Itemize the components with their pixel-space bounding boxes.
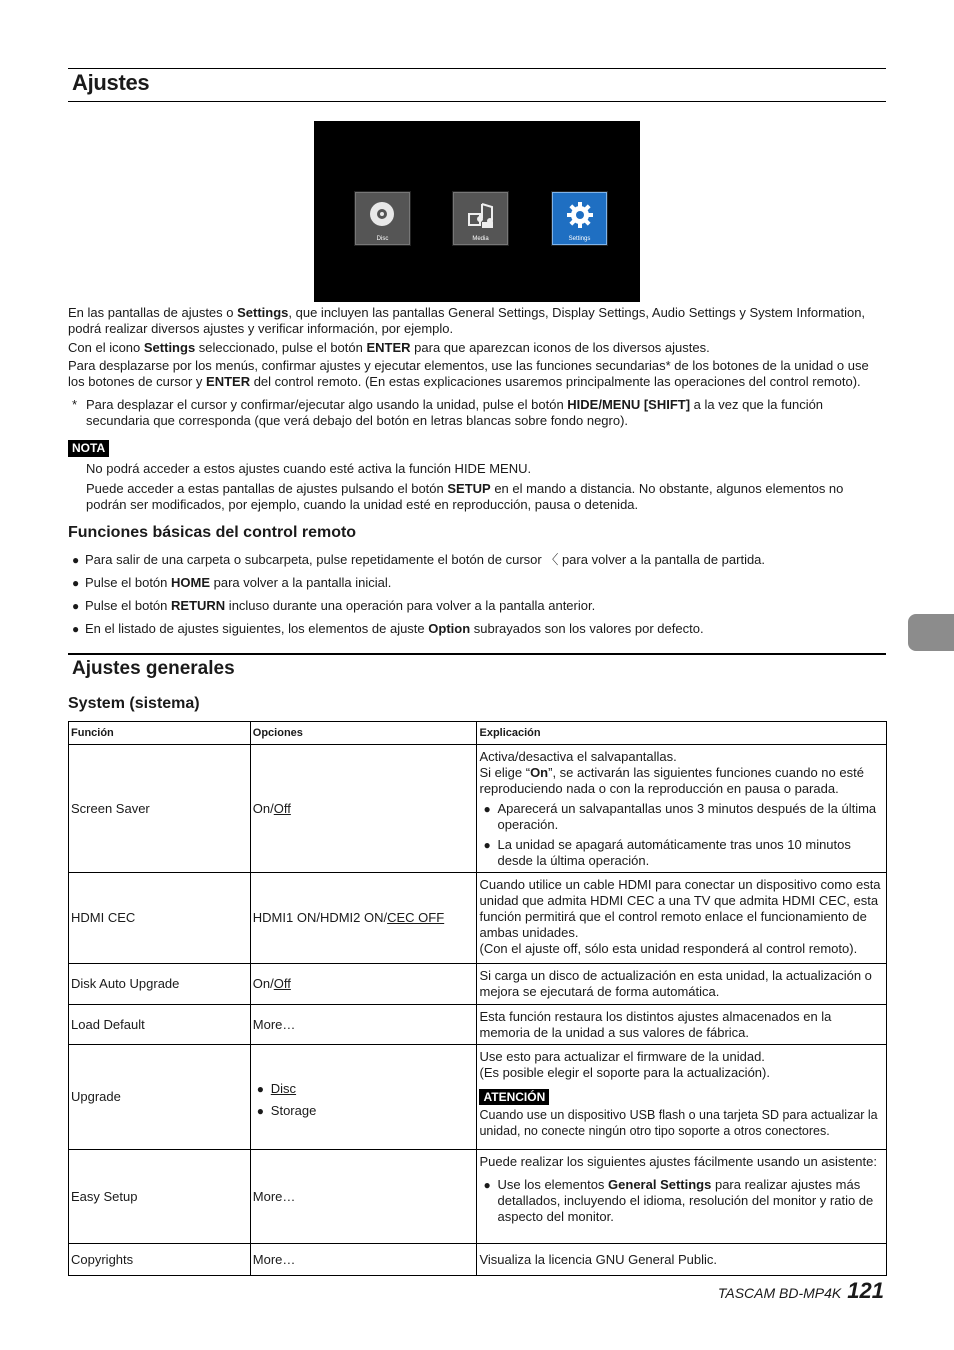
table-row: [69, 1244, 887, 1276]
general-heading: Ajustes generales: [72, 658, 235, 679]
opt-cell: More…: [250, 1244, 477, 1276]
opt-cell: More…: [250, 1005, 477, 1045]
disc-tile-label: Disc: [376, 236, 389, 242]
func-cell: HDMI CEC: [69, 873, 251, 964]
footer-brand: TASCAM BD-MP4K: [717, 1285, 842, 1301]
intro-paragraph-3: Para desplazarse por los menús, confirmar ajustes y ejecutar elementos, use las funciones secundarias* de los botones de la unidad o use los botones de cursor y ENTER del control remoto. (En estas explicaciones usaremos principalmente las operaciones del control remoto).: [68, 358, 869, 389]
table-row: [69, 964, 887, 1005]
expl-cell: Esta función restaura los distintos ajustes almacenados en la memoria de la unidad a sus valores de fábrica.: [477, 1005, 887, 1045]
func-cell: Load Default: [69, 1005, 251, 1045]
disc-tile[interactable]: [354, 191, 411, 246]
intro-paragraph-1: En las pantallas de ajustes o Settings, que incluyen las pantallas General Settings, Display Settings, Audio Settings y System Information, podrá realizar diversos ajustes y verificar información, por ejemplo.: [68, 305, 866, 336]
page-footer: [718, 1278, 884, 1304]
media-icon: [466, 200, 496, 230]
opt-cell: More…: [250, 1150, 477, 1244]
disc-icon: [368, 200, 396, 228]
header-funcion: Función: [69, 722, 251, 745]
nota-label: NOTA: [68, 440, 109, 457]
opt-cell: On/Off: [250, 964, 477, 1005]
table-row: [69, 1005, 887, 1045]
func-cell: Screen Saver: [69, 745, 251, 873]
atencion-label: ATENCIÓN: [479, 1089, 549, 1105]
func-cell: Easy Setup: [69, 1150, 251, 1244]
chapter-tab-marker: [908, 614, 954, 651]
header-opciones: Opciones: [250, 722, 477, 745]
footnote-text: Para desplazar el cursor y confirmar/ejecutar algo usando la unidad, pulse el botón HIDE/MENU [SHIFT] a la vez que la función secundaria que corresponda (que verá debajo del botón en letras blancas sobre fondo negro).: [86, 397, 824, 428]
func-cell: Copyrights: [69, 1244, 251, 1276]
remote-bullet-2: ● Pulse el botón HOME para volver a la pantalla inicial.: [72, 575, 392, 590]
system-settings-table: [68, 721, 887, 1276]
title-underline: [68, 101, 886, 102]
home-screen-screenshot: [314, 121, 640, 302]
media-tile[interactable]: [452, 191, 509, 246]
top-rule: [68, 68, 886, 69]
remote-bullet-1: ● Para salir de una carpeta o subcarpeta, pulse repetidamente el botón de cursor 〈 para volver a la pantalla de partida.: [72, 552, 766, 567]
expl-cell: Visualiza la licencia GNU General Public.: [477, 1244, 887, 1276]
func-cell: Upgrade: [69, 1045, 251, 1150]
opt-cell: HDMI1 ON/HDMI2 ON/CEC OFF: [250, 873, 477, 964]
table-row: [69, 745, 887, 873]
footnote-mark: *: [72, 397, 78, 412]
remote-bullet-3: ● Pulse el botón RETURN incluso durante una operación para volver a la pantalla anterior.: [72, 598, 596, 613]
expl-cell: Cuando utilice un cable HDMI para conectar un dispositivo como esta unidad que admita HDMI CEC a una TV que admita HDMI CEC, esta función permitirá que el control remoto enlace el funcionamiento de ambas unidades. (Con el ajuste off, sólo esta unidad responderá al control remoto).: [477, 873, 887, 964]
settings-tile[interactable]: [551, 191, 608, 246]
nota-line-1: No podrá acceder a estos ajustes cuando esté activa la función HIDE MENU.: [86, 461, 532, 476]
remote-heading: Funciones básicas del control remoto: [68, 524, 357, 541]
gear-icon: [565, 200, 595, 230]
nota-line-2: Puede acceder a estas pantallas de ajustes pulsando el botón SETUP en el mando a distancia. No obstante, algunos elementos no podrán ser modificados, por ejemplo, cuando la unidad esté en reproducción, pausa o detenida.: [86, 481, 844, 512]
expl-cell: Use esto para actualizar el firmware de la unidad. (Es posible elegir el soporte para la actualización). ATENCIÓN Cuando use un dispositivo USB flash o una tarjeta SD para actualizar la unidad, no conecte ningún otro tipo soporte a otros conectores.: [477, 1045, 887, 1150]
expl-cell: Puede realizar los siguientes ajustes fácilmente usando un asistente: ● Use los elementos General Settings para realizar ajustes más detallados, incluyendo el idioma, resolución del monitor y ratio de aspecto del monitor.: [477, 1150, 887, 1244]
table-row: [69, 873, 887, 964]
media-tile-label: Media: [472, 236, 489, 242]
remote-bullet-4: ● En el listado de ajustes siguientes, los elementos de ajuste Option subrayados son los valores por defecto.: [72, 621, 704, 636]
table-row: [69, 1150, 887, 1244]
settings-tile-label: Settings: [568, 236, 591, 242]
expl-cell: Activa/desactiva el salvapantallas. Si elige “On”, se activarán las siguientes funciones cuando no esté reproduciendo nada o con la reproducción en pausa o parada. ● Aparecerá un salvapantallas unos 3 minutos después de la última operación. ● La unidad se apagará automáticamente tras unos 10 minutos desde la última operación.: [477, 745, 887, 873]
opt-cell: On/Off: [250, 745, 477, 873]
expl-cell: Si carga un disco de actualización en esta unidad, la actualización o mejora se ejecutará de forma automática.: [477, 964, 887, 1005]
system-subheading: System (sistema): [68, 695, 200, 712]
table-header-row: [69, 722, 887, 745]
header-explicacion: Explicación: [477, 722, 887, 745]
func-cell: Disk Auto Upgrade: [69, 964, 251, 1005]
section-rule: [68, 653, 886, 655]
page-number: 121: [847, 1278, 884, 1303]
table-row: [69, 1045, 887, 1150]
intro-paragraph-2: Con el icono Settings seleccionado, pulse el botón ENTER para que aparezcan iconos de los diversos ajustes.: [68, 340, 710, 355]
opt-cell: ● Disc ● Storage: [250, 1045, 477, 1150]
page-title: Ajustes: [72, 70, 150, 95]
